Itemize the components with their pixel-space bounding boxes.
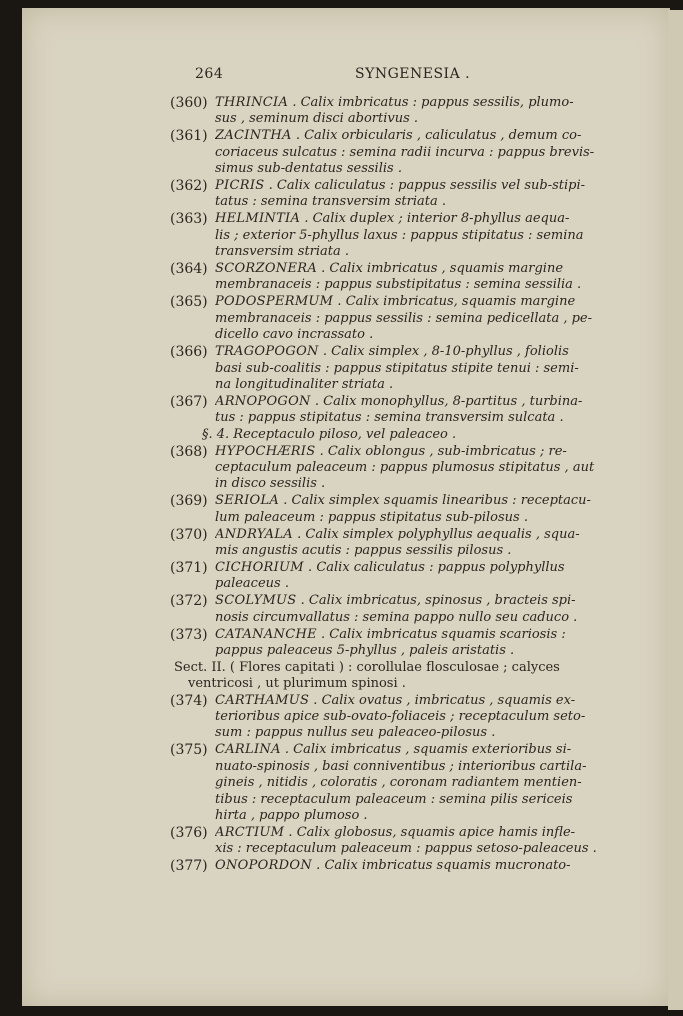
entry-line: CATANANCHE . Calix imbricatus squamis scariosis : bbox=[215, 626, 566, 642]
running-title: SYNGENESIA . bbox=[355, 66, 471, 82]
genus-name: CARTHAMUS bbox=[215, 692, 310, 708]
section-heading: §. 4. Receptaculo piloso, vel paleaceo . bbox=[202, 427, 457, 443]
entry-number: (373) bbox=[170, 626, 208, 643]
entry-line: nosis circumvallatus : semina pappo nullo seu caduco . bbox=[215, 609, 578, 625]
genus-entry bbox=[170, 825, 645, 858]
entry-line: ZACINTHA . Calix orbicularis , caliculatus , demum co- bbox=[215, 128, 582, 144]
genus-name: TRAGOPOGON bbox=[215, 344, 319, 360]
entry-line: sum : pappus nullus seu paleaceo-pilosus . bbox=[215, 725, 496, 741]
entry-line: tatus : semina transversim striata . bbox=[215, 194, 447, 210]
genus-entry bbox=[170, 344, 645, 393]
entry-line: membranaceis : pappus sessilis : semina pedicellata , pe- bbox=[215, 310, 593, 326]
entry-number: (365) bbox=[170, 294, 208, 311]
entry-line: paleaceus . bbox=[215, 576, 289, 592]
entry-line: SCORZONERA . Calix imbricatus , squamis margine bbox=[215, 261, 564, 277]
genus-name: THRINCIA bbox=[215, 95, 289, 110]
section-line: Sect. II. ( Flores capitati ) : corollulae flosculosae ; calyces bbox=[174, 659, 560, 675]
genus-name: CATANANCHE bbox=[215, 626, 317, 642]
entry-number: (377) bbox=[170, 858, 208, 875]
entry-line: ONOPORDON . Calix imbricatus squamis mucronato- bbox=[215, 858, 571, 874]
page-number: 264 bbox=[195, 66, 224, 82]
genus-entry bbox=[170, 211, 645, 260]
adjacent-page-edge bbox=[668, 10, 683, 1010]
genus-name: PODOSPERMUM bbox=[215, 294, 334, 310]
entry-number: (370) bbox=[170, 526, 208, 543]
entry-line: PODOSPERMUM . Calix imbricatus, squamis margine bbox=[215, 294, 576, 310]
genus-entries bbox=[170, 95, 645, 875]
entry-line: HYPOCHÆRIS . Calix oblongus , sub-imbricatus ; re- bbox=[215, 443, 567, 459]
genus-entry bbox=[170, 128, 645, 177]
genus-entry bbox=[170, 95, 645, 128]
genus-name: ONOPORDON bbox=[215, 858, 313, 874]
genus-entry bbox=[170, 627, 645, 660]
entry-number: (372) bbox=[170, 593, 208, 610]
entry-line: lis ; exterior 5-phyllus laxus : pappus stipitatus : semina bbox=[215, 227, 584, 243]
entry-line: coriaceus sulcatus : semina radii incurva : pappus brevis- bbox=[215, 144, 595, 160]
entry-line: ARNOPOGON . Calix monophyllus, 8-partitus , turbina- bbox=[215, 393, 583, 409]
entry-number: (363) bbox=[170, 211, 208, 228]
genus-entry bbox=[170, 493, 645, 526]
genus-entry bbox=[170, 693, 645, 742]
genus-name: CICHORIUM bbox=[215, 559, 304, 575]
entry-line: transversim striata . bbox=[215, 244, 350, 260]
entry-line: simus sub-dentatus sessilis . bbox=[215, 161, 402, 177]
entry-line: THRINCIA . Calix imbricatus : pappus sessilis, plumo- bbox=[215, 95, 574, 110]
entry-number: (368) bbox=[170, 443, 208, 460]
genus-name: SERIOLA bbox=[215, 493, 280, 509]
entry-line: SERIOLA . Calix simplex squamis linearibus : receptacu- bbox=[215, 493, 591, 509]
section-heading bbox=[170, 660, 645, 693]
entry-number: (366) bbox=[170, 344, 208, 361]
entry-line: mis angustis acutis : pappus sessilis pilosus . bbox=[215, 542, 512, 558]
genus-entry bbox=[170, 560, 645, 593]
genus-name: ARNOPOGON bbox=[215, 393, 311, 409]
genus-name: SCORZONERA bbox=[215, 261, 318, 277]
entry-line: PICRIS . Calix caliculatus : pappus sessilis vel sub-stipi- bbox=[215, 178, 586, 194]
entry-number: (364) bbox=[170, 261, 208, 278]
entry-number: (375) bbox=[170, 742, 208, 759]
entry-line: CICHORIUM . Calix caliculatus : pappus polyphyllus bbox=[215, 559, 565, 575]
entry-line: ANDRYALA . Calix simplex polyphyllus aequalis , squa- bbox=[215, 526, 580, 542]
entry-line: pappus paleaceus 5-phyllus , paleis aristatis . bbox=[215, 642, 515, 658]
genus-entry bbox=[170, 858, 645, 874]
entry-line: SCOLYMUS . Calix imbricatus, spinosus , bracteis spi- bbox=[215, 593, 576, 609]
genus-name: HELMINTIA bbox=[215, 211, 301, 227]
genus-name: CARLINA bbox=[215, 742, 281, 758]
genus-entry bbox=[170, 178, 645, 211]
genus-name: ANDRYALA bbox=[215, 526, 293, 542]
entry-line: CARTHAMUS . Calix ovatus , imbricatus , squamis ex- bbox=[215, 692, 576, 708]
entry-number: (369) bbox=[170, 493, 208, 510]
entry-number: (360) bbox=[170, 95, 208, 111]
genus-entry bbox=[170, 444, 645, 493]
entry-line: xis : receptaculum paleaceum : pappus setoso-paleaceus . bbox=[215, 841, 597, 857]
genus-name: HYPOCHÆRIS bbox=[215, 443, 316, 459]
entry-number: (376) bbox=[170, 824, 208, 841]
entry-number: (371) bbox=[170, 559, 208, 576]
entry-number: (362) bbox=[170, 178, 208, 195]
entry-line: ceptaculum paleaceum : pappus plumosus stipitatus , aut bbox=[215, 459, 595, 475]
section-line: ventricosi , ut plurimum spinosi . bbox=[188, 676, 406, 692]
entry-line: CARLINA . Calix imbricatus , squamis exterioribus si- bbox=[215, 742, 572, 758]
entry-line: sus , seminum disci abortivus . bbox=[215, 111, 419, 127]
entry-line: dicello cavo incrassato . bbox=[215, 327, 374, 343]
entry-line: TRAGOPOGON . Calix simplex , 8-10-phyllus , foliolis bbox=[215, 344, 569, 360]
entry-line: na longitudinaliter striata . bbox=[215, 376, 394, 392]
entry-line: HELMINTIA . Calix duplex ; interior 8-phyllus aequa- bbox=[215, 211, 570, 227]
entry-number: (367) bbox=[170, 393, 208, 410]
genus-name: ZACINTHA bbox=[215, 128, 292, 144]
genus-entry bbox=[170, 527, 645, 560]
entry-line: ARCTIUM . Calix globosus, squamis apice hamis infle- bbox=[215, 824, 576, 840]
entry-line: in disco sessilis . bbox=[215, 476, 326, 492]
genus-name: SCOLYMUS bbox=[215, 593, 297, 609]
genus-entry bbox=[170, 294, 645, 343]
entry-line: terioribus apice sub-ovato-foliaceis ; receptaculum seto- bbox=[215, 709, 586, 725]
entry-number: (361) bbox=[170, 128, 208, 145]
genus-entry bbox=[170, 261, 645, 294]
entry-line: lum paleaceum : pappus stipitatus sub-pilosus . bbox=[215, 509, 528, 525]
entry-line: tibus : receptaculum paleaceum : semina pilis sericeis bbox=[215, 791, 573, 807]
entry-number: (374) bbox=[170, 692, 208, 709]
entry-line: hirta , pappo plumoso . bbox=[215, 807, 368, 823]
genus-entry bbox=[170, 394, 645, 427]
entry-line: membranaceis : pappus substipitatus : semina sessilia . bbox=[215, 277, 582, 293]
entry-line: gineis , nitidis , coloratis , coronam radiantem mentien- bbox=[215, 775, 582, 791]
genus-entry bbox=[170, 742, 645, 824]
genus-name: ARCTIUM bbox=[215, 824, 285, 840]
entry-line: nuato-spinosis , basi conniventibus ; interioribus cartila- bbox=[215, 758, 587, 774]
entry-line: basi sub-coalitis : pappus stipitatus stipite tenui : semi- bbox=[215, 360, 579, 376]
genus-entry bbox=[170, 593, 645, 626]
genus-name: PICRIS bbox=[215, 178, 265, 194]
entry-line: tus : pappus stipitatus : semina transversim sulcata . bbox=[215, 410, 564, 426]
